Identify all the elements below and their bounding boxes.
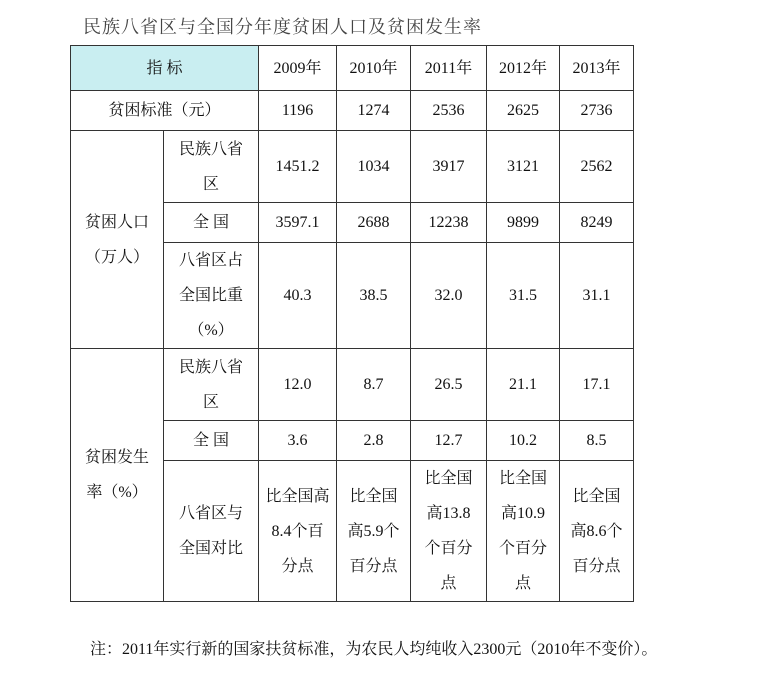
label-line: （%） — [188, 322, 234, 339]
table-cell: 10.2 — [487, 421, 560, 461]
table-cell: 31.1 — [560, 243, 634, 349]
label-line: 民族八省 — [179, 140, 244, 158]
comparison-cell-2013 — [560, 461, 634, 602]
cell-line: 分点 — [281, 557, 314, 575]
cell-line: 比全国 — [499, 470, 548, 487]
poor-population-label — [71, 131, 164, 349]
poor-population-ethnic-row — [71, 131, 634, 203]
table-cell: 12.7 — [411, 421, 487, 461]
table-cell: 1451.2 — [259, 131, 337, 203]
label-line: 区 — [203, 175, 220, 193]
year-header-2013: 2013年 — [560, 46, 634, 91]
page-title: 民族八省区与全国分年度贫困人口及贫困发生率 — [83, 17, 482, 38]
header-row — [71, 46, 634, 91]
label-line: 全国比重 — [179, 287, 244, 304]
table-cell: 26.5 — [411, 349, 487, 421]
table-cell: 21.1 — [487, 349, 560, 421]
label-line: 区 — [203, 393, 220, 411]
table-cell: 31.5 — [487, 243, 560, 349]
cell-line: 比全国 — [572, 487, 621, 505]
table-cell: 38.5 — [337, 243, 411, 349]
indicator-header: 指 标 — [71, 46, 259, 91]
label-line: 民族八省 — [179, 358, 244, 376]
year-header-2012: 2012年 — [487, 46, 560, 91]
year-header-2009: 2009年 — [259, 46, 337, 91]
poverty-line-label: 贫困标准（元） — [71, 91, 259, 131]
poverty-line-value-2012: 2625 — [487, 91, 560, 131]
comparison-cell-2010 — [337, 461, 411, 602]
poverty-rate-ethnic-row — [71, 349, 634, 421]
poverty-line-value-2009: 1196 — [259, 91, 337, 131]
cell-line: 百分点 — [349, 557, 398, 575]
poor-population-national-label: 全 国 — [164, 203, 259, 243]
cell-line: 高5.9个 — [347, 522, 400, 540]
cell-line: 个百分 — [499, 540, 548, 557]
cell-line: 比全国高 — [265, 487, 330, 505]
poverty-line-row — [71, 91, 634, 131]
table-cell: 8.5 — [560, 421, 634, 461]
label-line: 贫困发生 — [84, 449, 149, 466]
cell-line: 百分点 — [572, 557, 621, 575]
table-cell: 8249 — [560, 203, 634, 243]
poverty-line-value-2011: 2536 — [411, 91, 487, 131]
poor-population-ethnic-label — [164, 131, 259, 203]
poverty-table — [70, 45, 634, 602]
footnote: 注：2011年实行新的国家扶贫标准，为农民人均纯收入2300元（2010年不变价）。 — [90, 641, 658, 658]
table-cell: 12238 — [411, 203, 487, 243]
table-cell: 2562 — [560, 131, 634, 203]
table-cell: 2688 — [337, 203, 411, 243]
label-line: 全国对比 — [179, 540, 244, 557]
poverty-line-value-2013: 2736 — [560, 91, 634, 131]
poverty-rate-comparison-label — [164, 461, 259, 602]
cell-line: 高8.6个 — [570, 522, 623, 540]
label-line: （万人） — [84, 248, 149, 266]
table-cell: 3917 — [411, 131, 487, 203]
comparison-cell-2011 — [411, 461, 487, 602]
year-header-2010: 2010年 — [337, 46, 411, 91]
table-cell: 1034 — [337, 131, 411, 203]
table-cell: 8.7 — [337, 349, 411, 421]
poor-population-share-label — [164, 243, 259, 349]
cell-line: 比全国 — [349, 487, 398, 505]
label-line: 八省区占 — [179, 252, 244, 269]
table-cell: 9899 — [487, 203, 560, 243]
label-line: 率（%） — [86, 484, 148, 501]
poverty-line-value-2010: 1274 — [337, 91, 411, 131]
label-line: 贫困人口 — [84, 213, 149, 231]
year-header-2011: 2011年 — [411, 46, 487, 91]
poverty-rate-ethnic-label — [164, 349, 259, 421]
comparison-cell-2012 — [487, 461, 560, 602]
cell-line: 点 — [440, 575, 457, 592]
table-cell: 17.1 — [560, 349, 634, 421]
table-cell: 2.8 — [337, 421, 411, 461]
label-line: 八省区与 — [179, 505, 244, 522]
comparison-cell-2009 — [259, 461, 337, 602]
cell-line: 比全国 — [424, 470, 473, 487]
table-cell: 3.6 — [259, 421, 337, 461]
cell-line: 高10.9 — [501, 505, 546, 522]
poverty-rate-national-label: 全 国 — [164, 421, 259, 461]
cell-line: 8.4个百 — [271, 522, 324, 540]
table-cell: 12.0 — [259, 349, 337, 421]
table-cell: 3121 — [487, 131, 560, 203]
table-cell: 3597.1 — [259, 203, 337, 243]
cell-line: 高13.8 — [426, 505, 471, 522]
poverty-rate-label — [71, 349, 164, 602]
cell-line: 个百分 — [424, 540, 473, 557]
cell-line: 点 — [515, 575, 532, 592]
table-cell: 32.0 — [411, 243, 487, 349]
table-cell: 40.3 — [259, 243, 337, 349]
